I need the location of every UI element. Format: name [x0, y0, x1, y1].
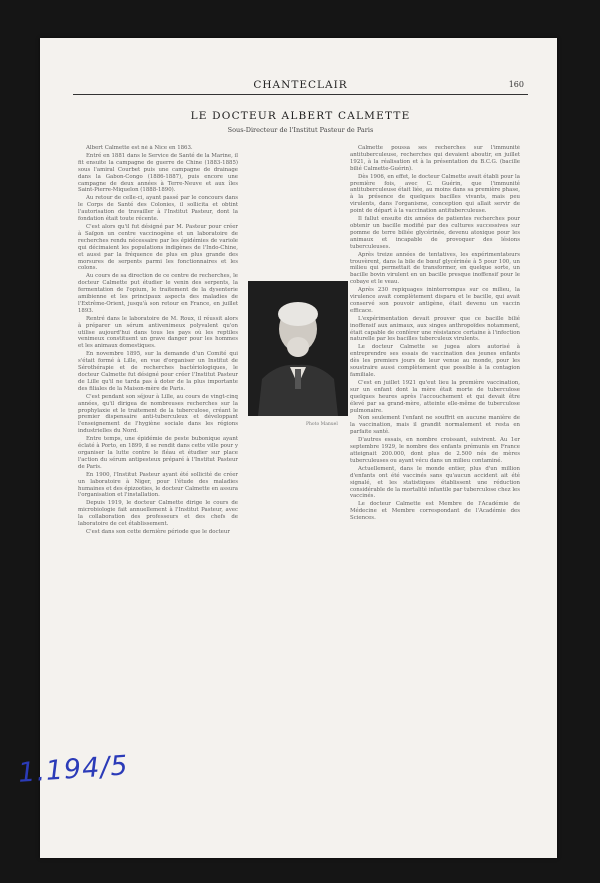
- paragraph: Après treize années de tentatives, les expérimentateurs trouvèrent, dans la bile de bœuf glycérinée à 5 pour 100, un milieu qui permettait de transformer, en quelque sorte, un bacille bovin virulent en un bacille presque inoffensif pour le cobaye et le veau.: [350, 251, 520, 286]
- paragraph: Entre temps, une épidémie de peste bubonique ayant éclaté à Porto, en 1899, il se rendit dans cette ville pour y organiser la lutte contre le fléau et étudier sur place l'action du sérum antipesteux préparé à l'Institut Pasteur de Paris.: [78, 436, 238, 470]
- paragraph: Non seulement l'enfant ne souffrit en aucune manière de la vaccination, mais il grandit normalement et resta en parfaite santé.: [350, 415, 520, 436]
- paragraph: Au cours de sa direction de ce centre de recherches, le docteur Calmette put étudier le venin des serpents, la fermentation de l'opium, le traitement de la dysenterie amibienne et les principaux aspects des maladies de l'Extrême-Orient, jusqu'à son retour en France, en juillet 1893.: [78, 273, 238, 314]
- paragraph: L'expérimentation devait prouver que ce bacille bilié inoffensif aux animaux, aux singes anthropoïdes notamment, était capable de conférer une résistance certaine à l'infection naturelle par les bacilles tuberculeux virulents.: [350, 315, 520, 343]
- paragraph: C'est en juillet 1921 qu'eut lieu la première vaccination, sur un enfant dont la mère était morte de tuberculose quelques heures après l'accouchement et qui devait être élevé par sa grand-mère, atteinte elle-même de tuberculose pulmonaire.: [350, 379, 520, 414]
- paragraph: Il fallut ensuite dix années de patientes recherches pour obtenir un bacille modifié par des cultures successives sur pomme de terre biliée glycérinée, devenu atoxique pour les animaux et incapable de provoquer des lésions tuberculeuses.: [350, 216, 520, 250]
- paragraph: Albert Calmette est né à Nice en 1863.: [86, 145, 193, 151]
- paragraph: Après 230 repiquages ininterrompus sur ce milieu, la virulence avait complètement disparu et le bacille, qui avait conservé son pouvoir antigène, était devenu un vaccin efficace.: [350, 287, 520, 314]
- paragraph: D'autres essais, en nombre croissant, suivirent. Au 1er septembre 1929, le nombre des enfants prémunis en France atteignait 200.000, dont plus de 2.500 nés de mères tuberculeuses ou ayant vécu dans un milieu contaminé.: [350, 437, 520, 464]
- paragraph: Calmette poussa ses recherches sur l'immunité antituberculeuse, recherches qui devaient aboutir, en juillet 1921, à la réalisation et à la présentation du B.C.G. (bacille bilié Calmette-Guérin).: [350, 145, 520, 172]
- paragraph: C'est alors qu'il fut désigné par M. Pasteur pour créer à Saïgon un centre vaccinogène et un laboratoire de recherches rendu nécessaire par les épidémies de variole qui décimaient les populations indigènes de l'Indo-Chine, et aussi par la fréquence de plus en plus grande des morsures de serpents parmi les fonctionnaires et les colons.: [78, 223, 238, 272]
- paragraph: C'est pendant son séjour à Lille, au cours de vingt-cinq années, qu'il dirigea de nombreuses recherches sur la prophylaxie et le traitement de la tuberculose, créant le premier dispensaire anti-tuberculeux et développant l'enseignement de l'hygiène sociale dans les régions industrielles du Nord.: [78, 393, 238, 435]
- paragraph: En novembre 1895, sur la demande d'un Comité qui s'était formé à Lille, en vue d'organiser un Institut de Sérothérapie et de recherches bactériologiques, le docteur Calmette fut désigné pour créer l'Institut Pasteur de Lille qu'il ne tarda pas à doter de la plus importante des filiales de la Maison-mère de Paris.: [78, 351, 238, 392]
- document-page: [40, 38, 557, 858]
- paragraph: Rentré dans le laboratoire de M. Roux, il réussit alors à préparer un sérum antivenimeux polyvalent qu'on utilise aujourd'hui dans tous les pays où les reptiles venimeux constituent un grave danger pour les hommes et les animaux domestiques.: [78, 315, 238, 350]
- paragraph: Depuis 1919, le docteur Calmette dirige le cours de microbiologie fait annuellement à l'Institut Pasteur, avec la collaboration des professeurs et des chefs de laboratoire de cet établissement.: [78, 500, 238, 528]
- paragraph: Le docteur Calmette est Membre de l'Académie de Médecine et Membre correspondant de l'Académie des Sciences.: [350, 501, 520, 522]
- article-subtitle: Sous-Directeur de l'Institut Pasteur de Paris: [227, 126, 374, 134]
- photo-caption: Photo Manuel: [306, 422, 338, 427]
- paragraph: Dès 1906, en effet, le docteur Calmette avait établi pour la première fois, avec C. Guérin, que l'immunité antituberculeuse était liée, au moins dans sa première phase, à la présence de quelques bacilles vivants, mais peu virulents, dans l'organisme, conception qui allait servir de point de départ à la vaccination antituberculeuse.: [350, 173, 520, 215]
- magazine-name: CHANTECLAIR: [253, 79, 348, 91]
- paragraph: Le docteur Calmette se jugea alors autorisé à entreprendre ses essais de vaccination des jeunes enfants dès les premiers jours de leur venue au monde, pour les soustraire aussi complètement que possible à la contagion familiale.: [350, 344, 520, 378]
- running-header: [73, 78, 528, 95]
- article-title: LE DOCTEUR ALBERT CALMETTE: [190, 110, 411, 122]
- right-column: [350, 145, 520, 845]
- paragraph: En 1900, l'Institut Pasteur ayant été sollicité de créer un laboratoire à Niger, pour l'étude des maladies humaines et des épizooties, le docteur Calmette en assura l'organisation et l'installation.: [78, 471, 238, 499]
- paragraph: Entré en 1881 dans le Service de Santé de la Marine, il fit ensuite la campagne de guerre de Chine (1883-1885) sous l'amiral Courbet puis une campagne de drainage dans la Gabon-Congo (1886-1887), puis encore une campagne de deux années à Terre-Neuve et aux îles Saint-Pierre-Miquelon (1888-1890).: [78, 152, 238, 194]
- handwritten-catalog-number: 1.194/5: [17, 750, 130, 789]
- paragraph: C'est dans son cette dernière période que le docteur: [86, 528, 230, 535]
- page-number: 160: [508, 80, 524, 89]
- portrait-photo: [248, 281, 348, 416]
- paragraph: Au retour de celle-ci, ayant passé par le concours dans le Corps de Santé des Colonies, il sollicita et obtint l'autorisation de travailler à l'Institut Pasteur, dont la fondation était toute récente.: [78, 195, 238, 223]
- left-column: [78, 145, 238, 845]
- paragraph: Actuellement, dans le monde entier, plus d'un million d'enfants ont été vaccinés sans qu'aucun accident ait été signalé, et les statistiques établissent une réduction considérable de la mortalité infantile par tuberculose chez les vaccinés.: [350, 465, 520, 500]
